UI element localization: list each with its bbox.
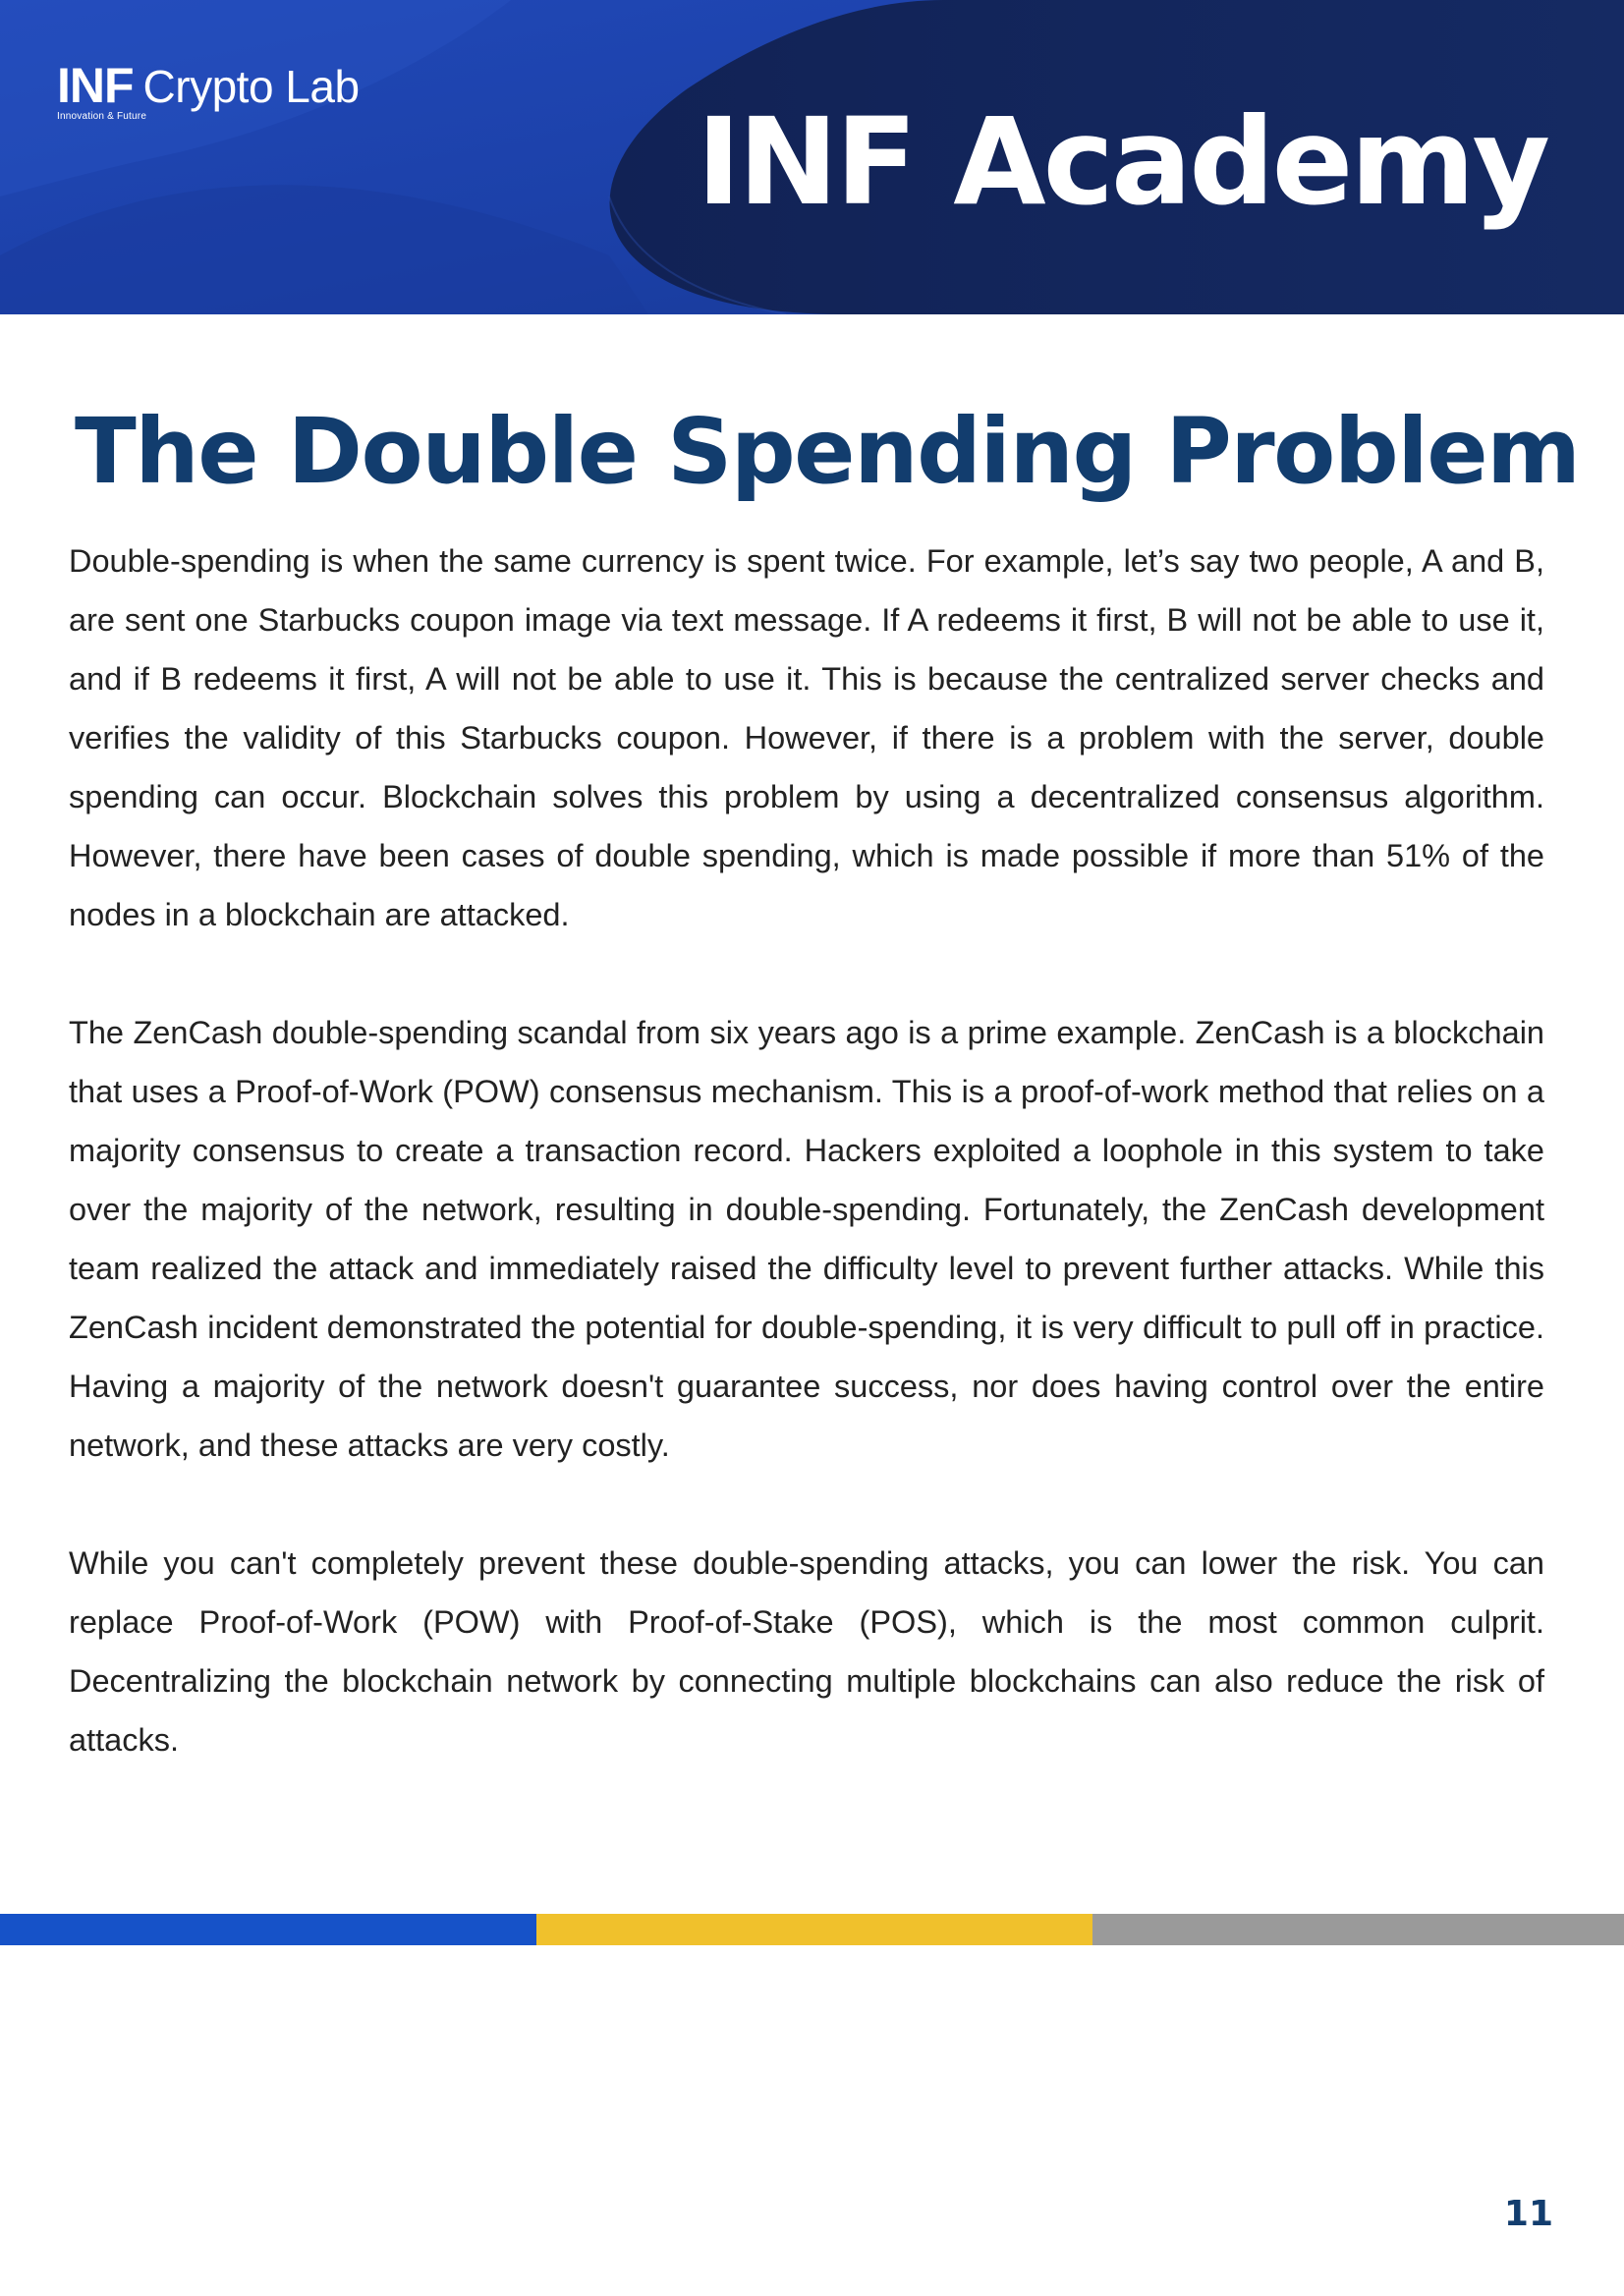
academy-title: INF Academy	[696, 92, 1547, 232]
color-bar-gray	[1092, 1914, 1624, 1945]
inf-crypto-lab-logo	[57, 58, 360, 122]
paragraph: The ZenCash double-spending scandal from six years ago is a prime example. ZenCash is a blockchain that uses a Proof-of-Work (POW) consensus mechanism. This is a proof-of-work method that relies on a majority consensus to create a transaction record. Hackers exploited a loophole in this system to take over the majority of the network, resulting in double-spending. Fortunately, the ZenCash development team realized the attack and immediately raised the difficulty level to prevent further attacks. While this ZenCash incident demonstrated the potential for double-spending, it is very difficult to pull off in practice. Having a majority of the network doesn't guarantee success, nor does having control over the entire network, and these attacks are very costly.	[69, 1015, 1544, 1463]
paragraph: Double-spending is when the same currency is spent twice. For example, let’s say two people, A and B, are sent one Starbucks coupon image via text message. If A redeems it first, B will not be able to use it, and if B redeems it first, A will not be able to use it. This is because the centralized server checks and verifies the validity of this Starbucks coupon. However, if there is a problem with the server, double spending can occur. Blockchain solves this problem by using a decentralized consensus algorithm. However, there have been cases of double spending, which is made possible if more than 51% of the nodes in a blockchain are attacked.	[69, 543, 1544, 932]
page-number: 11	[1503, 2194, 1553, 2234]
header-banner	[0, 0, 1624, 314]
color-bar-blue	[0, 1914, 536, 1945]
logo-inf-text: INF	[57, 58, 134, 113]
paragraph: While you can't completely prevent these double-spending attacks, you can lower the risk. You can replace Proof-of-Work (POW) with Proof-of-Stake (POS), which is the most common culprit. Decentralizing the blockchain network by connecting multiple blockchains can also reduce the risk of attacks.	[69, 1545, 1544, 1758]
footer-color-bar	[0, 1914, 1624, 1945]
logo-crypto-lab-text: Crypto Lab	[142, 61, 360, 112]
logo-tagline: Innovation & Future	[57, 111, 147, 122]
page-title: The Double Spending Problem	[75, 399, 1580, 504]
color-bar-yellow	[536, 1914, 1092, 1945]
article-body	[69, 532, 1544, 1828]
